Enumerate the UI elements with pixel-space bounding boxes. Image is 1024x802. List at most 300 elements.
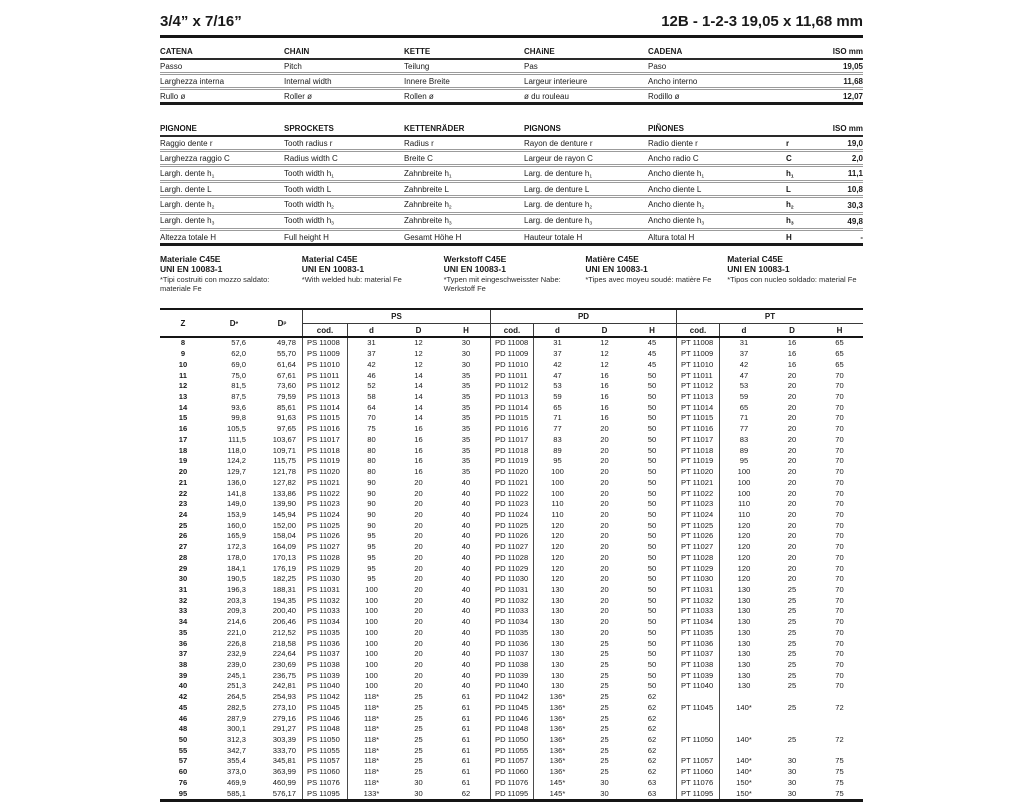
cell-pt-H: 70 [835, 392, 844, 402]
cell-pd-cod: PD 11048 [490, 724, 534, 735]
cell-dp: 194,35 [272, 595, 296, 605]
cell-pd-H: 50 [647, 681, 657, 691]
sprocket-header-en: SPROCKETS [284, 124, 334, 133]
cell-ps-D: 30 [414, 777, 423, 787]
cell-ps-d: 118* [363, 767, 380, 777]
cell-ps-H: 40 [461, 638, 471, 648]
cell-de: 105,5 [226, 424, 246, 434]
cell-pd-D: 25 [600, 713, 609, 723]
cell-z: 24 [178, 509, 188, 519]
cell-label: Roller ø [284, 91, 313, 101]
material-note [160, 254, 296, 304]
cell-pd-D: 16 [600, 413, 609, 423]
cell-pt-H [816, 714, 863, 725]
cell-ps-cod: PS 11055 [302, 746, 348, 757]
cell-pd-H: 63 [647, 777, 657, 787]
cell-z: 31 [178, 584, 188, 594]
table-row [160, 671, 863, 682]
cell-pd-cod: PD 11095 [490, 789, 534, 800]
cell-ps-D: 14 [414, 381, 423, 391]
cell-pt-H: 70 [835, 670, 844, 680]
cell-ps-H: 40 [461, 574, 471, 584]
table-row [160, 596, 863, 607]
cell-ps-d: 118* [363, 692, 380, 702]
cell-value: 19,05 [842, 61, 863, 71]
cell-pt-D: 30 [787, 767, 797, 777]
cell-ps-H: 35 [461, 424, 471, 434]
cell-label: Ancho diente $h_1$ [648, 168, 705, 179]
cell-z: 9 [180, 349, 186, 359]
cell-pd-d: 145* [549, 777, 566, 787]
cell-pt-H: 70 [835, 402, 844, 412]
cell-pt-d [720, 724, 768, 735]
cell-label: Tooth width $h_2$ [284, 199, 334, 211]
cell-z: 23 [178, 499, 188, 509]
sprocket-header-de: KETTENRÄDER [404, 124, 465, 133]
cell-pd-H: 50 [647, 402, 657, 412]
cell-pd-cod: PD 11040 [490, 681, 534, 692]
note-standard: UNI EN 10083-1 [727, 264, 790, 275]
cell-ps-D: 20 [414, 595, 423, 605]
table-row [160, 424, 863, 435]
cell-de: 209,3 [226, 606, 246, 616]
table-row [160, 215, 863, 231]
cell-label: Zahnbreite $h_3$ [404, 216, 452, 227]
cell-pt-H: 70 [835, 627, 844, 637]
cell-de: 153,9 [226, 509, 246, 519]
cell-pt-D: 25 [787, 735, 797, 745]
cell-pt-D [768, 724, 816, 735]
cell-pd-d: 130 [551, 670, 564, 680]
cell-pd-d: 71 [553, 413, 562, 423]
group-header-pt: PT [676, 310, 863, 324]
cell-pd-cod: PD 11039 [490, 671, 534, 682]
cell-ps-cod: PS 11017 [302, 435, 348, 446]
cell-ps-d: 118* [363, 745, 380, 755]
cell-ps-d: 58 [367, 392, 376, 402]
cell-ps-d: 46 [367, 370, 376, 380]
sprocket-table-header [160, 122, 863, 137]
chain-size-title: 3/4” x 7/16” [160, 13, 242, 30]
cell-label: Larghezza raggio C [160, 153, 230, 163]
cell-z: 32 [178, 595, 188, 605]
cell-pd-H: 50 [647, 563, 657, 573]
cell-pd-cod: PD 11012 [490, 381, 534, 392]
cell-ps-cod: PS 11027 [302, 542, 348, 553]
cell-pt-D: 20 [787, 563, 797, 573]
cell-pt-cod: PT 11020 [676, 467, 720, 478]
cell-de: 312,3 [226, 735, 246, 745]
cell-label: Largh. dente $h_3$ [160, 216, 215, 227]
cell-ps-cod: PS 11026 [302, 531, 348, 542]
cell-pd-D: 12 [600, 338, 609, 348]
cell-ps-D: 20 [414, 627, 423, 637]
cell-label: Larghezza interna [160, 76, 225, 86]
table-row [160, 446, 863, 457]
cell-pt-d: 140* [736, 756, 752, 766]
cell-pt-H: 70 [835, 477, 844, 487]
cell-z: 48 [178, 724, 188, 734]
cell-pt-H: 70 [835, 531, 844, 541]
note-standard: UNI EN 10083-1 [585, 264, 648, 275]
cell-de: 99,8 [231, 413, 246, 423]
cell-ps-d: 100 [365, 606, 378, 616]
cell-pd-H: 45 [647, 359, 657, 369]
cell-pt-H: 75 [835, 767, 844, 777]
cell-pd-cod: PD 11055 [490, 746, 534, 757]
cell-pt-cod: PT 11037 [676, 649, 720, 660]
cell-pt-cod: PT 11023 [676, 499, 720, 510]
col-header-pd-H: H [649, 325, 655, 335]
cell-pd-cod: PD 11035 [490, 628, 534, 639]
cell-pd-D: 20 [600, 456, 609, 466]
cell-ps-cod: PS 11036 [302, 639, 348, 650]
cell-pd-cod: PD 11029 [490, 564, 534, 575]
cell-z: 27 [178, 542, 188, 552]
cell-pt-H: 70 [835, 542, 844, 552]
cell-pd-D: 25 [600, 649, 609, 659]
cell-dp: 576,17 [272, 788, 296, 798]
cell-ps-D: 20 [414, 531, 423, 541]
cell-ps-d: 80 [367, 467, 376, 477]
cell-value: 19,0 [847, 138, 863, 148]
table-row [160, 639, 863, 650]
cell-ps-d: 95 [367, 542, 376, 552]
cell-pd-cod: PD 11020 [490, 467, 534, 478]
cell-dp: 73,60 [276, 381, 296, 391]
cell-pt-d: 89 [739, 445, 749, 455]
cell-pd-D: 25 [600, 745, 609, 755]
cell-label: Largh. dente $h_2$ [160, 199, 215, 211]
cell-dp: 363,99 [272, 767, 296, 777]
cell-z: 21 [178, 477, 188, 487]
cell-pd-H: 62 [647, 724, 657, 734]
cell-dp: 115,75 [273, 456, 296, 466]
cell-ps-D: 20 [414, 681, 423, 691]
cell-pt-H: 70 [835, 552, 844, 562]
cell-ps-H: 40 [461, 649, 471, 659]
cell-pt-D: 25 [787, 702, 797, 712]
cell-ps-cod: PS 11028 [302, 553, 348, 564]
cell-pd-H: 50 [647, 531, 657, 541]
table-row [160, 564, 863, 575]
cell-pd-d: 130 [551, 595, 564, 605]
cell-pt-D: 30 [787, 777, 797, 787]
cell-z: 17 [178, 434, 188, 444]
cell-pd-cod: PD 11015 [490, 413, 534, 424]
cell-pd-D: 25 [600, 670, 609, 680]
cell-ps-d: 95 [367, 563, 376, 573]
cell-pt-D: 20 [787, 531, 797, 541]
cell-ps-D: 20 [414, 477, 423, 487]
cell-pt-D: 20 [787, 381, 797, 391]
cell-pd-D: 25 [600, 767, 609, 777]
cell-pd-cod: PD 11050 [490, 735, 534, 746]
cell-pt-cod: PT 11026 [676, 531, 720, 542]
cell-value: 10,8 [847, 184, 863, 194]
cell-pt-D: 30 [787, 756, 797, 766]
cell-pd-d: 136* [549, 702, 566, 712]
group-header-pd: PD [490, 310, 676, 324]
table-row [160, 628, 863, 639]
cell-pd-D: 20 [600, 499, 609, 509]
cell-pd-D: 25 [600, 692, 609, 702]
cell-label: Largeur de rayon C [524, 153, 593, 163]
cell-label: Larg. de denture $h_2$ [524, 199, 593, 211]
cell-pt-cod [676, 746, 720, 757]
cell-pt-d: 110 [737, 509, 751, 519]
cell-label: Ancho radio C [648, 153, 699, 163]
note-title: Matière C45E [585, 254, 639, 265]
cell-pd-cod: PD 11036 [490, 639, 534, 650]
cell-de: 203,3 [226, 595, 246, 605]
cell-ps-cod: PS 11037 [302, 649, 348, 660]
cell-pt-cod: PT 11013 [676, 392, 720, 403]
dimensions-table-body [160, 338, 863, 799]
cell-pt-H: 65 [835, 338, 844, 348]
cell-pt-cod: PT 11008 [676, 338, 720, 349]
cell-pt-D: 20 [787, 445, 797, 455]
cell-value: 12,07 [842, 91, 863, 101]
cell-z: 60 [178, 767, 188, 777]
cell-label: Innere Breite [404, 76, 450, 86]
cell-de: 111,5 [228, 434, 246, 444]
cell-label: Altezza totale H [160, 232, 217, 242]
cell-pd-d: 136* [549, 724, 566, 734]
cell-ps-H: 35 [461, 402, 471, 412]
cell-z: 37 [178, 649, 188, 659]
table-row [160, 392, 863, 403]
cell-pt-D: 20 [787, 542, 797, 552]
cell-value: 49,8 [847, 217, 863, 227]
cell-pt-cod: PT 11012 [676, 381, 720, 392]
table-row [160, 660, 863, 671]
cell-ps-d: 95 [367, 574, 376, 584]
cell-pd-d: 37 [553, 349, 562, 359]
cell-ps-D: 16 [414, 467, 423, 477]
table-row [160, 349, 863, 360]
cell-de: 373,0 [226, 767, 246, 777]
table-row [160, 692, 863, 703]
cell-ps-D: 25 [414, 756, 423, 766]
cell-symbol: C [786, 153, 792, 163]
cell-pt-H: 70 [835, 563, 844, 573]
cell-pd-cod: PD 11033 [490, 606, 534, 617]
cell-pt-H: 65 [835, 359, 844, 369]
cell-pt-cod: PT 11033 [676, 606, 720, 617]
table-row [160, 435, 863, 446]
cell-pt-cod: PT 11076 [676, 778, 720, 789]
cell-ps-H: 61 [461, 702, 471, 712]
cell-pd-cod: PD 11024 [490, 510, 534, 521]
table-row [160, 413, 863, 424]
table-row [160, 553, 863, 564]
cell-de: 184,1 [226, 563, 246, 573]
cell-ps-H: 61 [461, 724, 471, 734]
cell-dp: 49,78 [276, 338, 296, 348]
cell-z: 33 [178, 606, 188, 616]
cell-label: Gesamt Höhe H [404, 232, 462, 242]
cell-ps-d: 90 [367, 520, 376, 530]
cell-pt-d: 71 [739, 413, 749, 423]
cell-pd-cod: PD 11031 [490, 585, 534, 596]
cell-dp: 212,52 [272, 627, 296, 637]
cell-ps-d: 100 [365, 681, 378, 691]
note-title: Werkstoff C45E [443, 254, 507, 265]
cell-pt-d: 130 [737, 670, 751, 680]
cell-pd-H: 50 [647, 627, 657, 637]
cell-pd-H: 50 [647, 499, 657, 509]
cell-ps-D: 25 [414, 745, 423, 755]
col-header-z: Z [180, 318, 186, 328]
cell-dp: 158,04 [272, 531, 296, 541]
dimensions-table-header [160, 310, 863, 338]
cell-ps-d: 100 [365, 617, 378, 627]
cell-ps-D: 16 [414, 424, 423, 434]
cell-pd-H: 50 [647, 649, 657, 659]
cell-pt-H: 70 [835, 584, 844, 594]
cell-ps-d: 75 [367, 424, 376, 434]
cell-dp: 230,69 [272, 660, 296, 670]
table-row [160, 167, 863, 183]
cell-pd-H: 50 [647, 542, 657, 552]
sprocket-header-fr: PIGNONS [524, 124, 561, 133]
cell-pt-d [720, 714, 768, 725]
cell-pd-d: 130 [551, 638, 564, 648]
cell-pt-cod: PT 11095 [676, 789, 720, 800]
cell-pd-D: 20 [600, 477, 609, 487]
cell-z: 35 [178, 627, 188, 637]
cell-label: Tooth radius r [284, 138, 333, 148]
cell-pd-H: 62 [647, 745, 657, 755]
cell-ps-D: 25 [414, 713, 423, 723]
cell-pd-d: 136* [549, 756, 566, 766]
cell-ps-D: 25 [414, 692, 423, 702]
cell-label: Full height H [284, 232, 329, 242]
cell-pt-D: 20 [787, 509, 797, 519]
cell-de: 221,0 [226, 627, 246, 637]
note-standard: UNI EN 10083-1 [443, 264, 506, 275]
cell-ps-H: 40 [461, 627, 471, 637]
cell-ps-d: 52 [367, 381, 376, 391]
cell-pd-H: 50 [647, 488, 657, 498]
table-row [160, 152, 863, 167]
cell-de: 226,8 [226, 638, 246, 648]
cell-pt-d: 65 [739, 402, 749, 412]
cell-ps-H: 61 [461, 692, 471, 702]
cell-ps-d: 133* [363, 788, 380, 798]
cell-pt-cod: PT 11029 [676, 564, 720, 575]
cell-ps-cod: PS 11038 [302, 660, 348, 671]
cell-pt-H: 70 [835, 509, 844, 519]
cell-ps-H: 30 [461, 359, 471, 369]
cell-ps-cod: PS 11020 [302, 467, 348, 478]
cell-ps-cod: PS 11008 [302, 338, 348, 349]
cell-z: 46 [178, 713, 188, 723]
cell-ps-H: 61 [461, 713, 471, 723]
cell-dp: 109,71 [272, 445, 296, 455]
cell-ps-d: 90 [367, 499, 376, 509]
cell-pd-D: 20 [600, 467, 609, 477]
cell-pd-d: 100 [551, 467, 564, 477]
cell-ps-H: 35 [461, 467, 471, 477]
cell-dp: 218,58 [272, 638, 296, 648]
note-title: Material C45E [301, 254, 358, 265]
cell-ps-D: 25 [414, 767, 423, 777]
cell-ps-H: 40 [461, 563, 471, 573]
cell-ps-cod: PS 11030 [302, 574, 348, 585]
note-standard: UNI EN 10083-1 [160, 264, 223, 275]
cell-pd-d: 130 [551, 627, 564, 637]
cell-ps-d: 100 [365, 670, 378, 680]
table-row [160, 714, 863, 725]
cell-ps-d: 90 [367, 509, 376, 519]
chain-header-iso: ISO mm [832, 47, 863, 56]
cell-pt-D: 20 [787, 574, 797, 584]
cell-symbol: H [786, 232, 792, 242]
cell-pt-d: 120 [737, 574, 751, 584]
cell-de: 57,6 [231, 338, 246, 348]
cell-ps-D: 20 [414, 563, 423, 573]
cell-pd-D: 20 [600, 488, 609, 498]
table-row [160, 137, 863, 152]
cell-dp: 176,19 [272, 563, 296, 573]
cell-value: 11,1 [847, 169, 863, 179]
cell-ps-cod: PS 11021 [302, 478, 348, 489]
cell-pd-cod: PD 11013 [490, 392, 534, 403]
cell-de: 118,0 [227, 445, 246, 455]
cell-ps-H: 61 [461, 745, 471, 755]
cell-label: Radius width C [284, 153, 338, 163]
cell-ps-D: 20 [414, 552, 423, 562]
cell-pt-H: 75 [835, 777, 844, 787]
cell-de: 93,6 [231, 402, 246, 412]
cell-de: 287,9 [226, 713, 246, 723]
table-row [160, 735, 863, 746]
cell-pd-D: 20 [600, 520, 609, 530]
cell-label: Radius r [404, 138, 434, 148]
cell-de: 300,1 [226, 724, 246, 734]
cell-pd-d: 136* [549, 735, 566, 745]
cell-pd-d: 120 [551, 520, 564, 530]
cell-pd-d: 47 [553, 370, 562, 380]
cell-ps-d: 100 [365, 638, 378, 648]
cell-pt-D: 20 [787, 520, 797, 530]
cell-pt-d: 100 [737, 477, 751, 487]
group-header-ps: PS [302, 310, 490, 324]
cell-label: Tooth width L [284, 184, 332, 194]
cell-z: 11 [178, 370, 188, 380]
cell-ps-H: 35 [461, 370, 471, 380]
cell-pd-D: 20 [600, 531, 609, 541]
cell-z: 16 [178, 424, 188, 434]
cell-pt-cod: PT 11057 [676, 756, 720, 767]
material-note [585, 254, 721, 304]
cell-de: 251,3 [226, 681, 246, 691]
cell-pd-D: 16 [600, 370, 609, 380]
cell-pd-D: 20 [600, 445, 609, 455]
cell-pd-d: 100 [551, 477, 564, 487]
cell-de: 124,2 [226, 456, 246, 466]
table-row [160, 489, 863, 500]
cell-ps-cod: PS 11013 [302, 392, 348, 403]
cell-ps-D: 25 [414, 735, 423, 745]
cell-symbol: $h_2$ [786, 199, 794, 211]
cell-pd-cod: PD 11060 [490, 767, 534, 778]
cell-ps-d: 80 [367, 456, 376, 466]
cell-pd-cod: PD 11037 [490, 649, 534, 660]
cell-ps-cod: PS 11024 [302, 510, 348, 521]
